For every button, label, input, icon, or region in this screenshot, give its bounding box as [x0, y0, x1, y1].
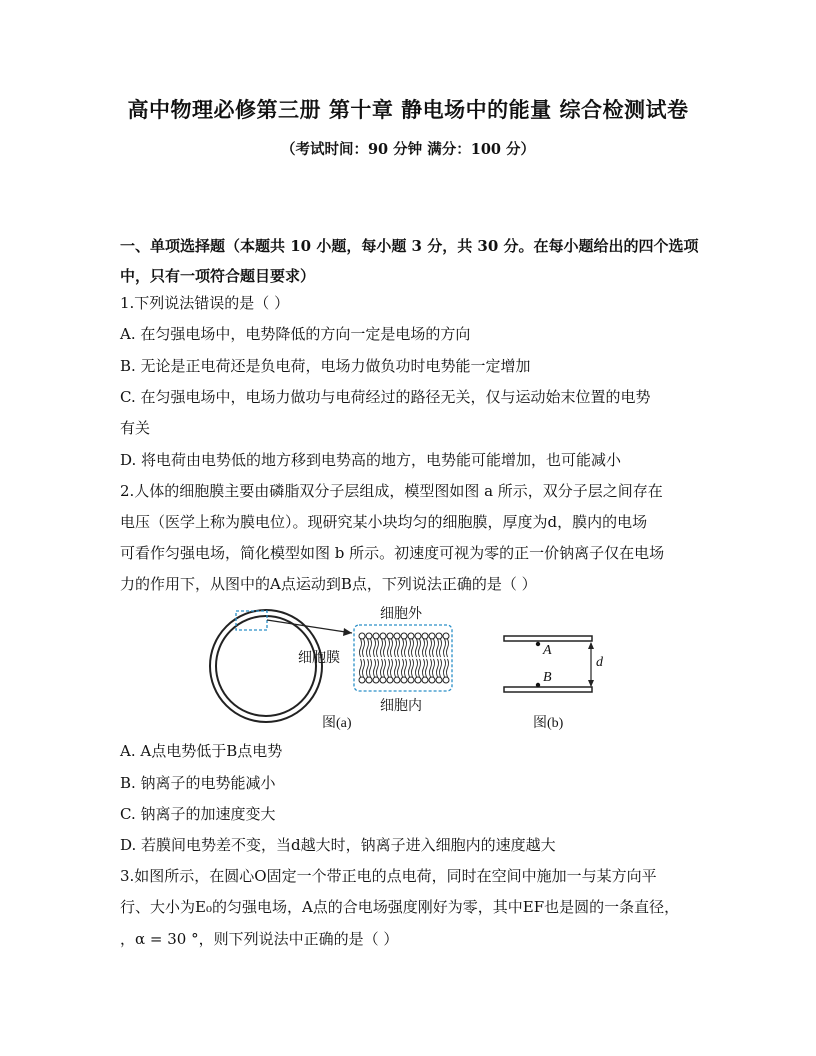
section-heading: 一、单项选择题（本题共 10 小题，每小题 3 分，共 30 分。在每小题给出的四个选项中，只有一项符合题目要求） [120, 237, 699, 285]
q3-stem-line-1: 3.如图所示，在圆心O固定一个带正电的点电荷，同时在空间中施加一与某方向平 [120, 867, 657, 885]
q3-stem-line-3: ，α = 30 °，则下列说法中正确的是（ ） [120, 930, 399, 948]
lipid-tail [437, 659, 439, 677]
lipid-head-top [429, 633, 435, 639]
lipid-tail [374, 639, 376, 657]
lipid-tail [384, 639, 386, 657]
lipid-tail [384, 659, 386, 677]
lipid-tail [402, 659, 404, 677]
q2-stem-line-2: 电压（医学上称为膜电位）。现研究某小块均匀的细胞膜，厚度为d，膜内的电场 [120, 513, 648, 531]
q2-stem-line-4: 力的作用下，从图中的A点运动到B点，下列说法正确的是（ ） [120, 575, 537, 593]
label-point-a: A [543, 643, 552, 658]
lipid-tail [419, 639, 421, 657]
lipid-head-bottom [422, 677, 428, 683]
q1-option-b: B. 无论是正电荷还是负电荷，电场力做负功时电势能一定增加 [120, 357, 531, 375]
lipid-tail [405, 639, 407, 657]
lipid-tail [409, 639, 411, 657]
lipid-tail [447, 659, 449, 677]
page-title: 高中物理必修第三册 第十章 静电场中的能量 综合检测试卷 [127, 97, 689, 122]
label-thickness-d: d [596, 655, 603, 670]
lipid-tail [395, 639, 397, 657]
q2-option-b: B. 钠离子的电势能减小 [120, 774, 276, 792]
lipid-tail [367, 639, 369, 657]
q2-stem-line-3: 可看作匀强电场，简化模型如图 b 所示。初速度可视为零的正一价钠离子仅在电场 [120, 544, 665, 562]
lipid-tail [444, 659, 446, 677]
lipid-tail [426, 659, 428, 677]
q3-stem-line-2: 行、大小为E₀的匀强电场，A点的合电场强度刚好为零，其中EF也是圆的一条直径， [120, 898, 680, 916]
q2-stem-line-1: 2.人体的细胞膜主要由磷脂双分子层组成，模型图如图 a 所示，双分子层之间存在 [120, 482, 663, 500]
lipid-tail [377, 639, 379, 657]
q1-stem: 1.下列说法错误的是（ ） [120, 294, 290, 312]
lower-plate [504, 687, 592, 692]
caption-figure-a: 图(a) [322, 716, 352, 731]
lipid-tail [405, 659, 407, 677]
lipid-tail [412, 639, 414, 657]
lipid-head-top [443, 633, 449, 639]
lipid-head-bottom [394, 677, 400, 683]
lipid-tail [391, 639, 393, 657]
caption-figure-b: 图(b) [533, 716, 564, 731]
lipid-tail [440, 659, 442, 677]
lipid-head-bottom [436, 677, 442, 683]
thickness-arrowhead-up [588, 642, 594, 649]
q1-option-d: D. 将电荷由电势低的地方移到电势高的地方，电势能可能增加，也可能减小 [120, 451, 622, 469]
lipid-head-bottom [401, 677, 407, 683]
lipid-tail [437, 639, 439, 657]
q2-option-c: C. 钠离子的加速度变大 [120, 805, 276, 823]
lipid-tail [381, 639, 383, 657]
lipid-tail [398, 659, 400, 677]
lipid-tail [398, 639, 400, 657]
lipid-tail [419, 659, 421, 677]
lipid-tail [430, 659, 432, 677]
lipid-tail [447, 639, 449, 657]
lipid-tail [360, 639, 362, 657]
lipid-head-top [359, 633, 365, 639]
label-point-b: B [543, 670, 552, 685]
lipid-tail [426, 639, 428, 657]
lipid-head-bottom [380, 677, 386, 683]
lipid-head-top [422, 633, 428, 639]
lipid-head-bottom [373, 677, 379, 683]
lipid-tail [433, 639, 435, 657]
lipid-tail [388, 659, 390, 677]
lipid-head-bottom [359, 677, 365, 683]
lipid-tail [363, 659, 365, 677]
lipid-tail [374, 659, 376, 677]
lipid-tail [388, 639, 390, 657]
lipid-head-top [387, 633, 393, 639]
q1-option-a: A. 在匀强电场中，电势降低的方向一定是电场的方向 [120, 325, 471, 343]
lipid-head-bottom [387, 677, 393, 683]
lipid-head-bottom [429, 677, 435, 683]
lipid-tail [395, 659, 397, 677]
lipid-head-top [394, 633, 400, 639]
lipid-tail [440, 639, 442, 657]
lipid-head-top [436, 633, 442, 639]
label-cell-inside: 细胞内 [380, 698, 422, 714]
lipid-head-top [380, 633, 386, 639]
lipid-head-top [401, 633, 407, 639]
lipid-bilayer [359, 633, 449, 683]
lipid-tail [423, 659, 425, 677]
q2-option-a: A. A点电势低于B点电势 [120, 742, 283, 760]
page-subtitle: （考试时间：90 分钟 满分：100 分） [280, 141, 536, 158]
point-a-dot [536, 642, 540, 646]
lipid-tail [370, 659, 372, 677]
lipid-tail [416, 639, 418, 657]
q2-option-d: D. 若膜间电势差不变，当d越大时，钠离子进入细胞内的速度越大 [120, 836, 556, 854]
lipid-tail [416, 659, 418, 677]
point-b-dot [536, 683, 540, 687]
lipid-tail [370, 639, 372, 657]
lipid-head-bottom [366, 677, 372, 683]
lipid-head-bottom [443, 677, 449, 683]
lipid-tail [363, 639, 365, 657]
label-cell-outside: 细胞外 [380, 606, 422, 622]
lipid-tail [391, 659, 393, 677]
zoom-arrowhead [343, 628, 352, 636]
lipid-tail [367, 659, 369, 677]
lipid-tail [444, 639, 446, 657]
lipid-tail [423, 639, 425, 657]
lipid-head-bottom [408, 677, 414, 683]
lipid-tail [360, 659, 362, 677]
lipid-head-top [366, 633, 372, 639]
thickness-arrowhead-down [588, 680, 594, 687]
lipid-tail [402, 639, 404, 657]
lipid-head-top [415, 633, 421, 639]
lipid-tail [433, 659, 435, 677]
q1-option-c-cont: 有关 [120, 419, 151, 437]
lipid-tail [381, 659, 383, 677]
lipid-tail [377, 659, 379, 677]
upper-plate [504, 636, 592, 641]
lipid-head-top [373, 633, 379, 639]
lipid-head-bottom [415, 677, 421, 683]
lipid-tail [430, 639, 432, 657]
lipid-tail [409, 659, 411, 677]
zoom-source-box [236, 611, 267, 630]
lipid-tail [412, 659, 414, 677]
label-cell-membrane: 细胞膜 [298, 650, 340, 666]
lipid-head-top [408, 633, 414, 639]
q1-option-c: C. 在匀强电场中，电场力做功与电荷经过的路径无关，仅与运动始末位置的电势 [120, 388, 651, 406]
